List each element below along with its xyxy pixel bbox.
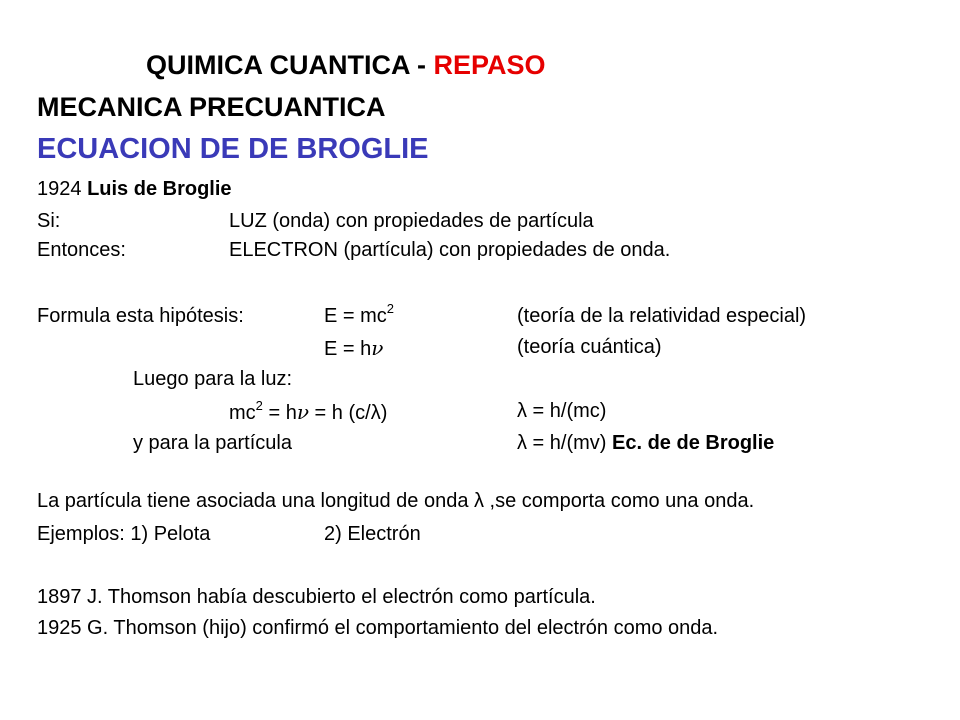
title-accent: REPASO xyxy=(433,50,546,80)
nu-symbol: ν xyxy=(371,336,384,360)
nu-symbol: ν xyxy=(296,400,309,424)
equation-light-rest: = h (c/λ) xyxy=(309,402,388,424)
luego-text: Luego para la luz: xyxy=(133,368,293,390)
equation-mc2 xyxy=(324,301,395,328)
formula-label: Formula esta hipótesis: xyxy=(37,305,244,327)
wave-statement: La partícula tiene asociada una longitud de onda λ ,se comporta como una onda. xyxy=(37,490,755,512)
equation-light-mc: mc xyxy=(229,402,256,424)
slide-title xyxy=(146,50,546,81)
equation-de-broglie-formula: λ = h/(mv) xyxy=(517,432,613,454)
equation-mc2-exponent: 2 xyxy=(386,301,395,316)
entonces-text: ELECTRON (partícula) con propiedades de onda. xyxy=(229,239,671,261)
particula-text: y para la partícula xyxy=(133,432,292,454)
heading-de-broglie: ECUACION DE DE BROGLIE xyxy=(37,133,429,165)
intro-name: Luis de Broglie xyxy=(87,178,232,200)
note-relatividad: (teoría de la relatividad especial) xyxy=(517,305,807,327)
si-label: Si: xyxy=(37,210,61,232)
ejemplos-label: Ejemplos: 1) Pelota xyxy=(37,523,211,545)
entonces-label: Entonces: xyxy=(37,239,126,261)
history-1897: 1897 J. Thomson había descubierto el electrón como partícula. xyxy=(37,586,596,608)
equation-light-result: λ = h/(mc) xyxy=(517,400,607,422)
equation-hnu xyxy=(324,336,383,361)
equation-light xyxy=(229,400,387,425)
equation-mc2-text: E = mc xyxy=(324,305,387,327)
intro-line xyxy=(37,178,232,201)
equation-light-exponent: 2 xyxy=(255,398,263,413)
equation-de-broglie-name: Ec. de de Broglie xyxy=(612,432,775,454)
note-cuantica: (teoría cuántica) xyxy=(517,336,662,358)
intro-year: 1924 xyxy=(37,178,88,200)
equation-light-h: = h xyxy=(262,402,297,424)
title-main: QUIMICA CUANTICA - xyxy=(146,50,434,80)
ejemplos-second: 2) Electrón xyxy=(324,523,421,545)
equation-de-broglie xyxy=(517,432,774,455)
history-1925: 1925 G. Thomson (hijo) confirmó el comportamiento del electrón como onda. xyxy=(37,617,719,639)
equation-hnu-text: E = h xyxy=(324,338,372,360)
si-text: LUZ (onda) con propiedades de partícula xyxy=(229,210,594,232)
heading-mecanica: MECANICA PRECUANTICA xyxy=(37,92,386,122)
